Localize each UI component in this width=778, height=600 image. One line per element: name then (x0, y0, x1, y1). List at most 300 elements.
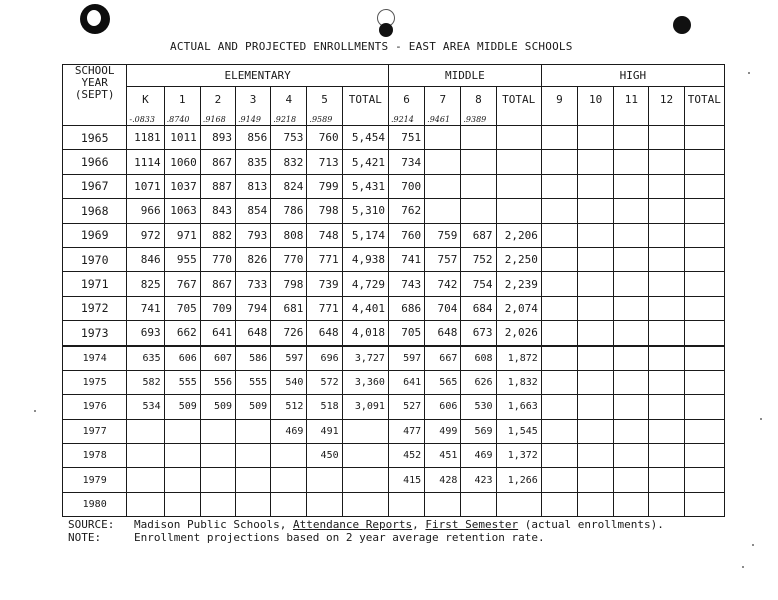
column-header (541, 87, 577, 126)
scan-speck (760, 418, 762, 420)
enrollment-cell (541, 223, 577, 247)
enrollment-cell: 1011 (164, 126, 200, 150)
binder-hole-center-fill (379, 23, 393, 37)
enrollment-cell: 5,431 (342, 174, 388, 198)
enrollment-cell: 687 (461, 223, 496, 247)
enrollment-cell: 760 (307, 126, 342, 150)
enrollment-cell: 641 (200, 321, 235, 346)
enrollment-cell (200, 468, 235, 492)
enrollment-cell: 700 (388, 174, 424, 198)
school-year-cell: 1979 (63, 468, 127, 492)
enrollment-cell: 451 (425, 444, 461, 468)
enrollment-cell: 556 (200, 370, 235, 394)
enrollment-cell (425, 126, 461, 150)
enrollment-cell: 1060 (164, 150, 200, 174)
enrollment-cell (649, 150, 684, 174)
enrollment-cell: 635 (127, 346, 164, 371)
enrollment-cell (578, 395, 614, 419)
enrollment-cell: 423 (461, 468, 496, 492)
enrollment-cell (684, 199, 724, 223)
enrollment-cell (200, 444, 235, 468)
column-header (200, 87, 235, 126)
enrollment-cell: 705 (388, 321, 424, 346)
enrollment-cell: 752 (461, 247, 496, 271)
enrollment-cell (649, 296, 684, 320)
column-header (342, 87, 388, 126)
table-row (63, 346, 725, 371)
enrollment-cell: 854 (236, 199, 271, 223)
enrollment-cell: 469 (461, 444, 496, 468)
enrollment-cell (578, 126, 614, 150)
enrollment-cell: 846 (127, 247, 164, 271)
enrollment-cell (541, 468, 577, 492)
enrollment-cell (496, 126, 541, 150)
enrollment-cell (578, 346, 614, 371)
column-header (307, 87, 342, 126)
enrollment-cell: 856 (236, 126, 271, 150)
enrollment-cell: 569 (461, 419, 496, 443)
enrollment-cell (578, 223, 614, 247)
enrollment-cell (614, 468, 649, 492)
enrollment-cell: 887 (200, 174, 235, 198)
retention-rate: .9218 (273, 115, 297, 124)
enrollment-cell (684, 321, 724, 346)
column-label: 9 (556, 93, 563, 106)
group-elementary: ELEMENTARY (127, 65, 389, 87)
enrollment-cell (461, 126, 496, 150)
table-row (63, 419, 725, 443)
enrollment-cell: 771 (307, 247, 342, 271)
enrollment-cell: 813 (236, 174, 271, 198)
enrollment-cell: 4,401 (342, 296, 388, 320)
enrollment-cell (684, 174, 724, 198)
source-text-mid: , (412, 518, 426, 531)
enrollment-cell: 607 (200, 346, 235, 371)
enrollment-cell: 608 (461, 346, 496, 371)
enrollment-cell (614, 370, 649, 394)
enrollment-cell: 824 (271, 174, 307, 198)
school-year-cell: 1975 (63, 370, 127, 394)
enrollment-cell: 597 (271, 346, 307, 371)
enrollment-cell (127, 444, 164, 468)
enrollment-cell: 5,174 (342, 223, 388, 247)
enrollment-cell (649, 126, 684, 150)
enrollment-cell (164, 444, 200, 468)
enrollment-cell (425, 174, 461, 198)
enrollment-cell: 667 (425, 346, 461, 371)
enrollment-cell: 1,663 (496, 395, 541, 419)
enrollment-cell (614, 346, 649, 371)
enrollment-cell: 751 (388, 126, 424, 150)
enrollment-cell: 648 (425, 321, 461, 346)
enrollment-cell: 760 (388, 223, 424, 247)
column-label: 11 (624, 93, 638, 106)
enrollment-cell (649, 370, 684, 394)
enrollment-cell (578, 419, 614, 443)
enrollment-cell: 759 (425, 223, 461, 247)
enrollment-cell: 786 (271, 199, 307, 223)
enrollment-cell (684, 346, 724, 371)
table-row (63, 468, 725, 492)
enrollment-cell: 3,727 (342, 346, 388, 371)
source-text-post: (actual enrollments). (518, 518, 664, 531)
enrollment-cell: 686 (388, 296, 424, 320)
enrollment-cell: 704 (425, 296, 461, 320)
note-line (68, 531, 664, 544)
enrollment-cell (271, 492, 307, 516)
enrollment-cell: 2,206 (496, 223, 541, 247)
enrollment-cell (541, 199, 577, 223)
enrollment-cell: 1,545 (496, 419, 541, 443)
enrollment-cell: 428 (425, 468, 461, 492)
enrollment-cell: 527 (388, 395, 424, 419)
enrollment-cell: 2,026 (496, 321, 541, 346)
enrollment-cell: 794 (236, 296, 271, 320)
enrollment-cell: 726 (271, 321, 307, 346)
school-year-cell: 1972 (63, 296, 127, 320)
enrollment-cell: 799 (307, 174, 342, 198)
enrollment-cell: 734 (388, 150, 424, 174)
scan-speck (748, 72, 750, 74)
scan-speck (752, 544, 754, 546)
enrollment-cell: 2,239 (496, 272, 541, 296)
enrollment-cell: 1,372 (496, 444, 541, 468)
enrollment-cell: 1037 (164, 174, 200, 198)
table-row (63, 247, 725, 271)
enrollment-cell (496, 150, 541, 174)
enrollment-cell (342, 468, 388, 492)
column-label: TOTAL (502, 93, 536, 106)
enrollment-cell (388, 492, 424, 516)
enrollment-cell (200, 492, 235, 516)
footer-notes (68, 518, 664, 544)
enrollment-cell: 450 (307, 444, 342, 468)
enrollment-cell (164, 419, 200, 443)
enrollment-cell (541, 395, 577, 419)
enrollment-cell (614, 272, 649, 296)
column-label: 2 (214, 93, 222, 106)
school-year-cell: 1974 (63, 346, 127, 371)
enrollment-cell (578, 150, 614, 174)
note-text: Enrollment projections based on 2 year average retention rate. (134, 531, 545, 544)
enrollment-cell (649, 247, 684, 271)
school-year-cell: 1965 (63, 126, 127, 150)
enrollment-cell (236, 444, 271, 468)
enrollment-cell (578, 321, 614, 346)
column-header (388, 87, 424, 126)
table-row (63, 150, 725, 174)
scan-speck (34, 410, 36, 412)
column-header (578, 87, 614, 126)
enrollment-cell (461, 199, 496, 223)
enrollment-cell: 3,360 (342, 370, 388, 394)
enrollment-cell: 2,074 (496, 296, 541, 320)
binder-hole-right (673, 16, 691, 34)
school-year-cell: 1970 (63, 247, 127, 271)
enrollment-cell (684, 370, 724, 394)
enrollment-cell: 798 (307, 199, 342, 223)
school-year-cell: 1973 (63, 321, 127, 346)
enrollment-cell: 540 (271, 370, 307, 394)
enrollment-cell: 2,250 (496, 247, 541, 271)
enrollment-cell (649, 199, 684, 223)
enrollment-cell (127, 492, 164, 516)
column-header (127, 87, 164, 126)
enrollment-cell (684, 272, 724, 296)
enrollment-cell: 713 (307, 150, 342, 174)
enrollment-cell (578, 174, 614, 198)
enrollment-cell (425, 199, 461, 223)
enrollment-cell: 415 (388, 468, 424, 492)
enrollment-cell (541, 370, 577, 394)
enrollment-cell (541, 346, 577, 371)
enrollment-cell: 4,729 (342, 272, 388, 296)
enrollment-cell: 705 (164, 296, 200, 320)
retention-rate: .9214 (390, 115, 414, 124)
column-label: 7 (439, 93, 447, 106)
enrollment-cell: 771 (307, 296, 342, 320)
enrollment-cell (578, 199, 614, 223)
column-label: TOTAL (348, 93, 382, 106)
enrollment-cell: 534 (127, 395, 164, 419)
enrollment-cell (614, 223, 649, 247)
column-label: 1 (178, 93, 186, 106)
column-label: 10 (589, 93, 603, 106)
table-row (63, 444, 725, 468)
enrollment-cell (649, 321, 684, 346)
enrollment-cell (614, 296, 649, 320)
enrollment-cell: 733 (236, 272, 271, 296)
enrollment-cell: 843 (200, 199, 235, 223)
enrollment-cell (578, 444, 614, 468)
table-row (63, 174, 725, 198)
enrollment-cell: 491 (307, 419, 342, 443)
enrollment-cell: 555 (164, 370, 200, 394)
group-middle: MIDDLE (388, 65, 541, 87)
enrollment-cell: 681 (271, 296, 307, 320)
school-year-cell: 1976 (63, 395, 127, 419)
enrollment-cell: 582 (127, 370, 164, 394)
enrollment-cell (271, 468, 307, 492)
school-year-cell: 1980 (63, 492, 127, 516)
scan-speck (742, 566, 744, 568)
enrollment-cell (649, 272, 684, 296)
school-year-cell: 1977 (63, 419, 127, 443)
enrollment-cell: 1063 (164, 199, 200, 223)
enrollment-cell (578, 370, 614, 394)
retention-rate: -.0833 (129, 115, 155, 124)
enrollment-cell (684, 419, 724, 443)
enrollment-cell (541, 321, 577, 346)
note-key: NOTE: (68, 531, 102, 544)
enrollment-cell (614, 174, 649, 198)
column-label: K (142, 93, 149, 106)
enrollment-cell: 499 (425, 419, 461, 443)
enrollment-cell (342, 419, 388, 443)
retention-rate: .9461 (427, 115, 451, 124)
retention-rate: .8740 (166, 115, 190, 124)
enrollment-cell: 972 (127, 223, 164, 247)
enrollment-cell: 693 (127, 321, 164, 346)
enrollment-cell (461, 492, 496, 516)
enrollment-cell: 5,310 (342, 199, 388, 223)
enrollment-cell: 1,832 (496, 370, 541, 394)
enrollment-cell (614, 150, 649, 174)
table-row (63, 296, 725, 320)
enrollment-cell (649, 419, 684, 443)
source-line (68, 518, 664, 531)
enrollment-cell: 709 (200, 296, 235, 320)
enrollment-cell: 757 (425, 247, 461, 271)
enrollment-cell (541, 296, 577, 320)
school-year-cell: 1968 (63, 199, 127, 223)
column-label: 8 (475, 93, 482, 106)
enrollment-cell (496, 199, 541, 223)
enrollment-cell (461, 174, 496, 198)
enrollment-cell (649, 444, 684, 468)
source-attendance-reports: Attendance Reports (292, 518, 413, 531)
column-header (164, 87, 200, 126)
enrollment-cell: 662 (164, 321, 200, 346)
enrollment-cell (684, 395, 724, 419)
enrollment-cell: 1071 (127, 174, 164, 198)
enrollment-cell: 648 (236, 321, 271, 346)
source-text-pre: Madison Public Schools, (134, 518, 293, 531)
enrollment-cell: 597 (388, 346, 424, 371)
enrollment-cell (578, 492, 614, 516)
enrollment-cell (614, 321, 649, 346)
enrollment-cell (649, 174, 684, 198)
retention-rate: .9389 (463, 115, 487, 124)
enrollment-cell: 742 (425, 272, 461, 296)
enrollment-cell: 770 (200, 247, 235, 271)
enrollment-cell: 826 (236, 247, 271, 271)
column-header (271, 87, 307, 126)
enrollment-cell (127, 468, 164, 492)
school-year-cell: 1978 (63, 444, 127, 468)
enrollment-cell: 767 (164, 272, 200, 296)
column-header (461, 87, 496, 126)
enrollment-cell (684, 296, 724, 320)
enrollment-cell: 1,266 (496, 468, 541, 492)
enrollment-cell: 832 (271, 150, 307, 174)
enrollment-cell (684, 150, 724, 174)
enrollment-cell (164, 492, 200, 516)
enrollment-cell (614, 247, 649, 271)
column-header (614, 87, 649, 126)
enrollment-cell: 530 (461, 395, 496, 419)
enrollment-cell: 739 (307, 272, 342, 296)
enrollment-cell (578, 272, 614, 296)
school-year-cell: 1966 (63, 150, 127, 174)
enrollment-cell (496, 174, 541, 198)
column-label: 4 (285, 93, 293, 106)
enrollment-cell: 754 (461, 272, 496, 296)
group-high: HIGH (541, 65, 724, 87)
enrollment-cell: 867 (200, 150, 235, 174)
enrollment-cell: 798 (271, 272, 307, 296)
enrollment-cell: 1114 (127, 150, 164, 174)
enrollment-cell: 753 (271, 126, 307, 150)
enrollment-cell: 626 (461, 370, 496, 394)
enrollment-cell (649, 223, 684, 247)
enrollment-cell (541, 492, 577, 516)
enrollment-cell (614, 126, 649, 150)
school-year-cell: 1969 (63, 223, 127, 247)
enrollment-cell (541, 272, 577, 296)
school-year-label-1: SCHOOL (74, 64, 115, 77)
enrollment-cell (684, 126, 724, 150)
source-key: SOURCE: (68, 518, 115, 531)
enrollment-cell (614, 492, 649, 516)
enrollment-cell: 469 (271, 419, 307, 443)
enrollment-cell: 3,091 (342, 395, 388, 419)
enrollment-cell: 743 (388, 272, 424, 296)
enrollment-cell (649, 395, 684, 419)
enrollment-cell (614, 419, 649, 443)
enrollment-cell: 606 (425, 395, 461, 419)
enrollment-cell (236, 468, 271, 492)
school-year-cell: 1971 (63, 272, 127, 296)
enrollment-cell (271, 444, 307, 468)
school-year-cell: 1967 (63, 174, 127, 198)
enrollment-cell: 606 (164, 346, 200, 371)
enrollment-table (62, 64, 725, 517)
retention-rate: .9589 (309, 115, 333, 124)
enrollment-cell (541, 126, 577, 150)
enrollment-cell: 1181 (127, 126, 164, 150)
enrollment-cell (425, 150, 461, 174)
column-label: 6 (403, 93, 410, 106)
enrollment-cell (461, 150, 496, 174)
enrollment-cell: 966 (127, 199, 164, 223)
enrollment-cell: 741 (127, 296, 164, 320)
enrollment-cell: 509 (200, 395, 235, 419)
enrollment-cell: 518 (307, 395, 342, 419)
column-header (425, 87, 461, 126)
retention-rate: .9149 (238, 115, 261, 124)
enrollment-cell: 684 (461, 296, 496, 320)
column-label: TOTAL (687, 93, 721, 106)
enrollment-cell (236, 492, 271, 516)
table-row (63, 199, 725, 223)
enrollment-cell (541, 247, 577, 271)
enrollment-cell (425, 492, 461, 516)
enrollment-cell (541, 174, 577, 198)
enrollment-cell: 696 (307, 346, 342, 371)
enrollment-cell (684, 468, 724, 492)
enrollment-cell (127, 419, 164, 443)
enrollment-cell (541, 150, 577, 174)
enrollment-cell (236, 419, 271, 443)
enrollment-cell: 971 (164, 223, 200, 247)
enrollment-cell (307, 468, 342, 492)
enrollment-cell: 825 (127, 272, 164, 296)
enrollment-cell (684, 223, 724, 247)
enrollment-cell: 741 (388, 247, 424, 271)
table-row (63, 126, 725, 150)
school-year-label-2: YEAR (81, 76, 108, 89)
enrollment-cell (649, 468, 684, 492)
enrollment-cell (342, 492, 388, 516)
column-header (496, 87, 541, 126)
enrollment-cell: 882 (200, 223, 235, 247)
enrollment-cell: 762 (388, 199, 424, 223)
document-title: ACTUAL AND PROJECTED ENROLLMENTS - EAST AREA MIDDLE SCHOOLS (170, 40, 573, 53)
enrollment-cell: 793 (236, 223, 271, 247)
enrollment-cell (614, 444, 649, 468)
enrollment-cell: 867 (200, 272, 235, 296)
